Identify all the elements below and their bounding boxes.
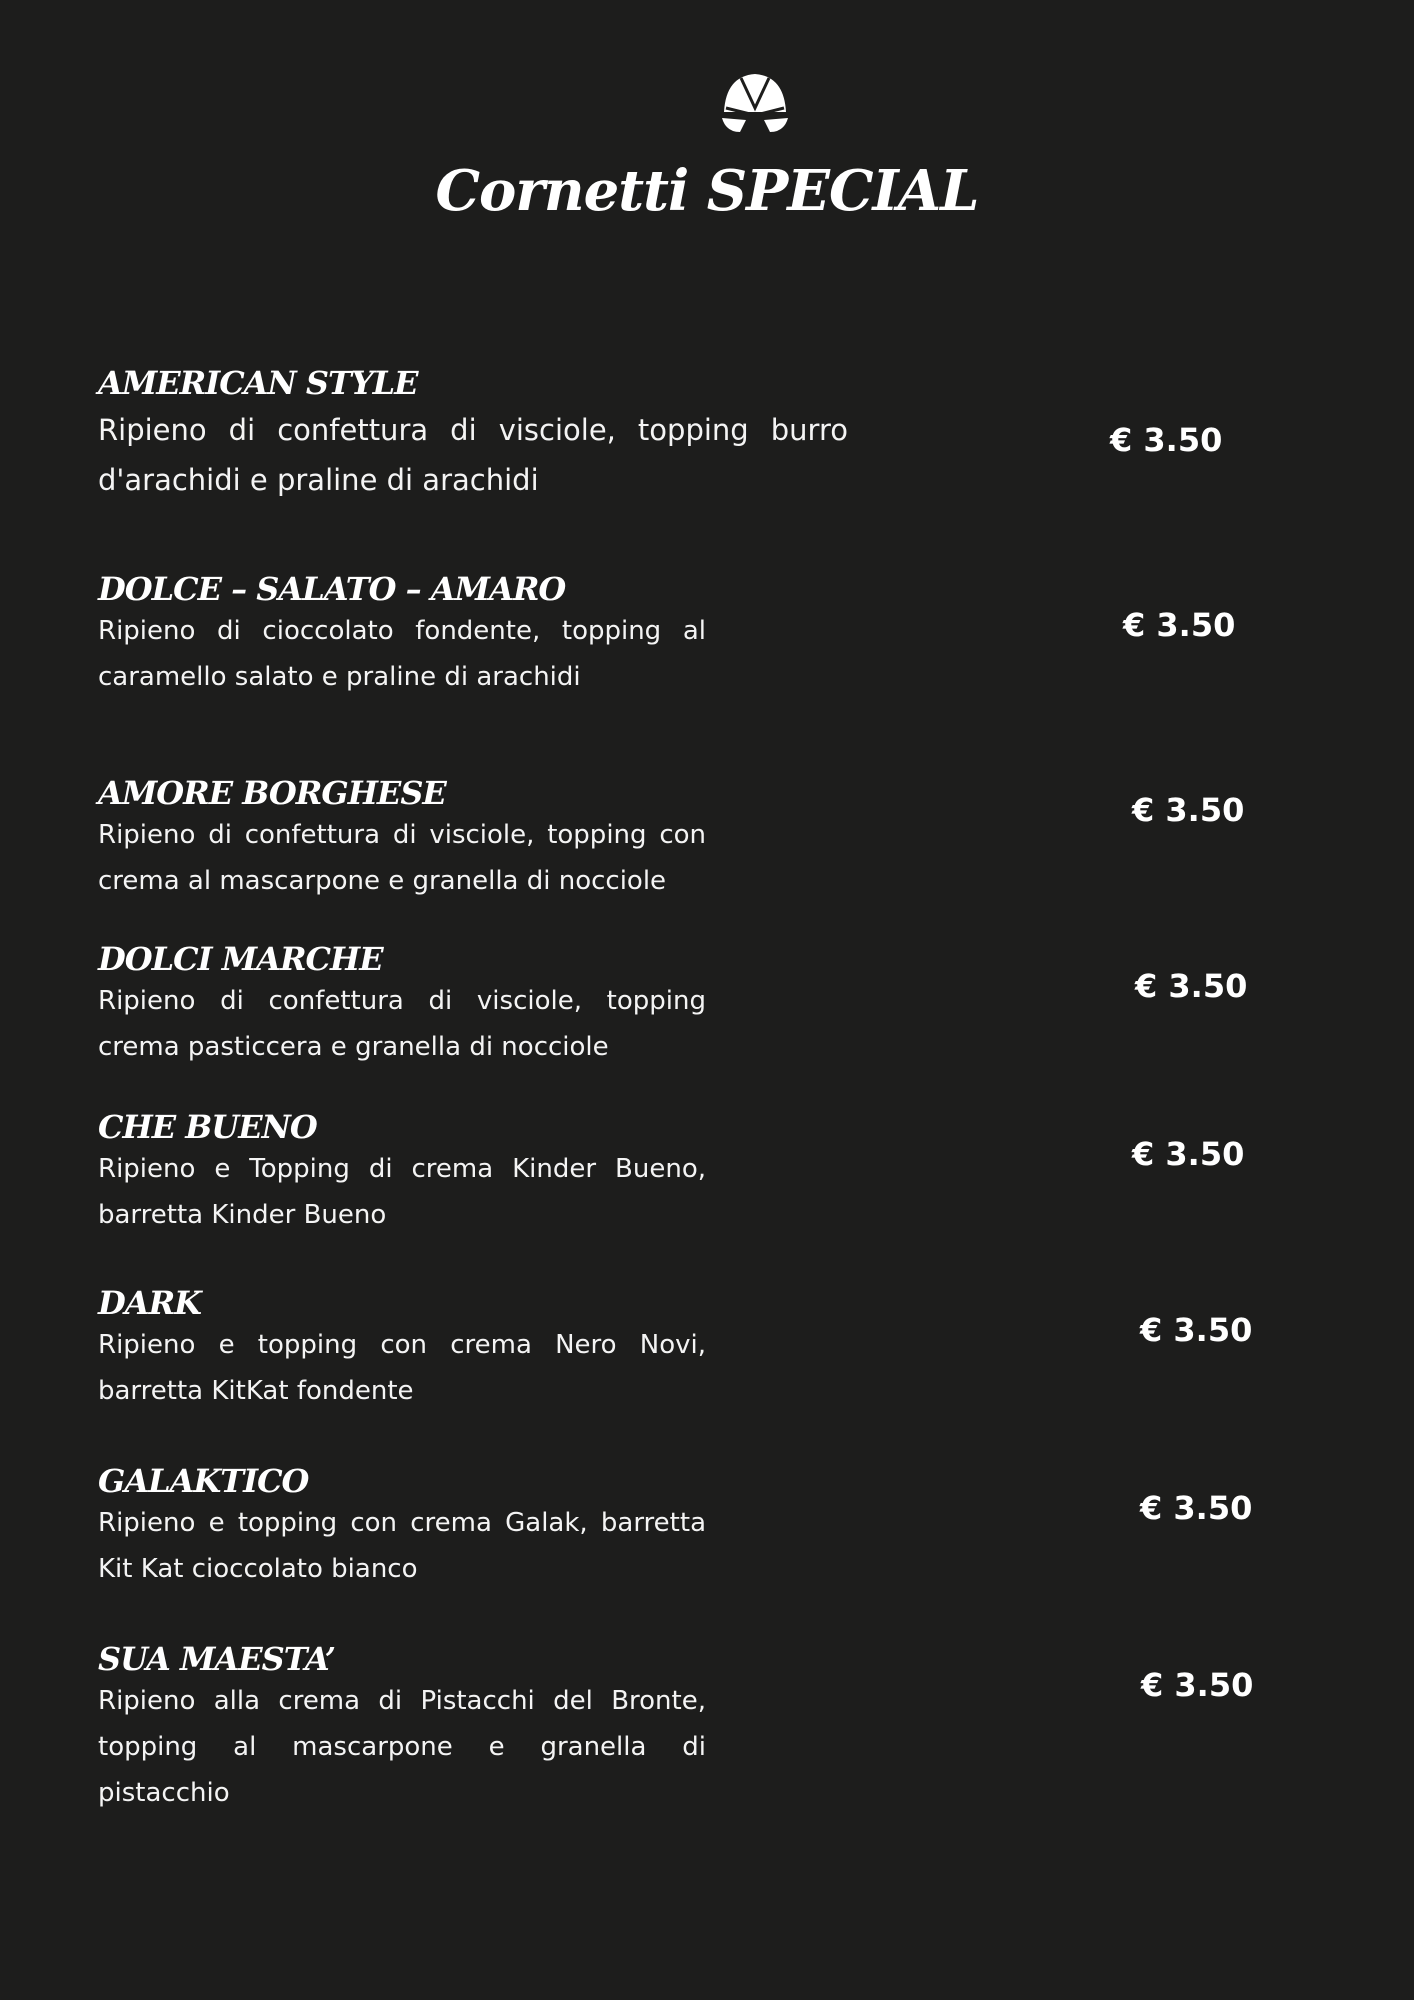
menu-item bbox=[98, 1462, 706, 1592]
menu-item bbox=[98, 1284, 706, 1414]
item-price: € 3.50 bbox=[1132, 1135, 1245, 1173]
item-name: AMERICAN STYLE bbox=[98, 364, 418, 402]
item-description: Ripieno e topping con crema Nero Novi, barretta KitKat fondente bbox=[98, 1330, 706, 1407]
item-description: Ripieno di confettura di visciole, topping con crema al mascarpone e granella di nocciole bbox=[98, 820, 706, 897]
item-description: Ripieno di cioccolato fondente, topping al caramello salato e praline di arachidi bbox=[98, 616, 706, 693]
item-description: Ripieno di confettura di visciole, topping crema pasticcera e granella di nocciole bbox=[98, 986, 706, 1063]
item-name: DOLCI MARCHE bbox=[98, 940, 383, 978]
item-price: € 3.50 bbox=[1132, 791, 1245, 829]
item-description: Ripieno alla crema di Pistacchi del Bronte, topping al mascarpone e granella di pistacchio bbox=[98, 1686, 706, 1809]
item-price: € 3.50 bbox=[1141, 1666, 1254, 1704]
menu-item bbox=[98, 774, 706, 904]
menu-item bbox=[98, 940, 706, 1070]
menu-item bbox=[98, 364, 848, 505]
menu-item bbox=[98, 1640, 706, 1816]
item-name: GALAKTICO bbox=[98, 1462, 309, 1500]
item-price: € 3.50 bbox=[1110, 421, 1223, 459]
menu-item bbox=[98, 570, 706, 700]
menu-item bbox=[98, 1108, 706, 1238]
item-description: Ripieno e Topping di crema Kinder Bueno, barretta Kinder Bueno bbox=[98, 1154, 706, 1231]
croissant-icon bbox=[716, 68, 794, 138]
item-price: € 3.50 bbox=[1140, 1311, 1253, 1349]
item-name: CHE BUENO bbox=[98, 1108, 317, 1146]
item-description: Ripieno di confettura di visciole, topping burro d'arachidi e praline di arachidi bbox=[98, 413, 848, 498]
item-price: € 3.50 bbox=[1135, 967, 1248, 1005]
item-price: € 3.50 bbox=[1140, 1489, 1253, 1527]
item-name: AMORE BORGHESE bbox=[98, 774, 446, 812]
item-price: € 3.50 bbox=[1123, 606, 1236, 644]
item-name: DARK bbox=[98, 1284, 201, 1322]
page-title: Cornetti SPECIAL bbox=[435, 158, 979, 224]
item-name: DOLCE – SALATO – AMARO bbox=[98, 570, 566, 608]
item-description: Ripieno e topping con crema Galak, barretta Kit Kat cioccolato bianco bbox=[98, 1508, 706, 1585]
item-name: SUA MAESTA’ bbox=[98, 1640, 335, 1678]
